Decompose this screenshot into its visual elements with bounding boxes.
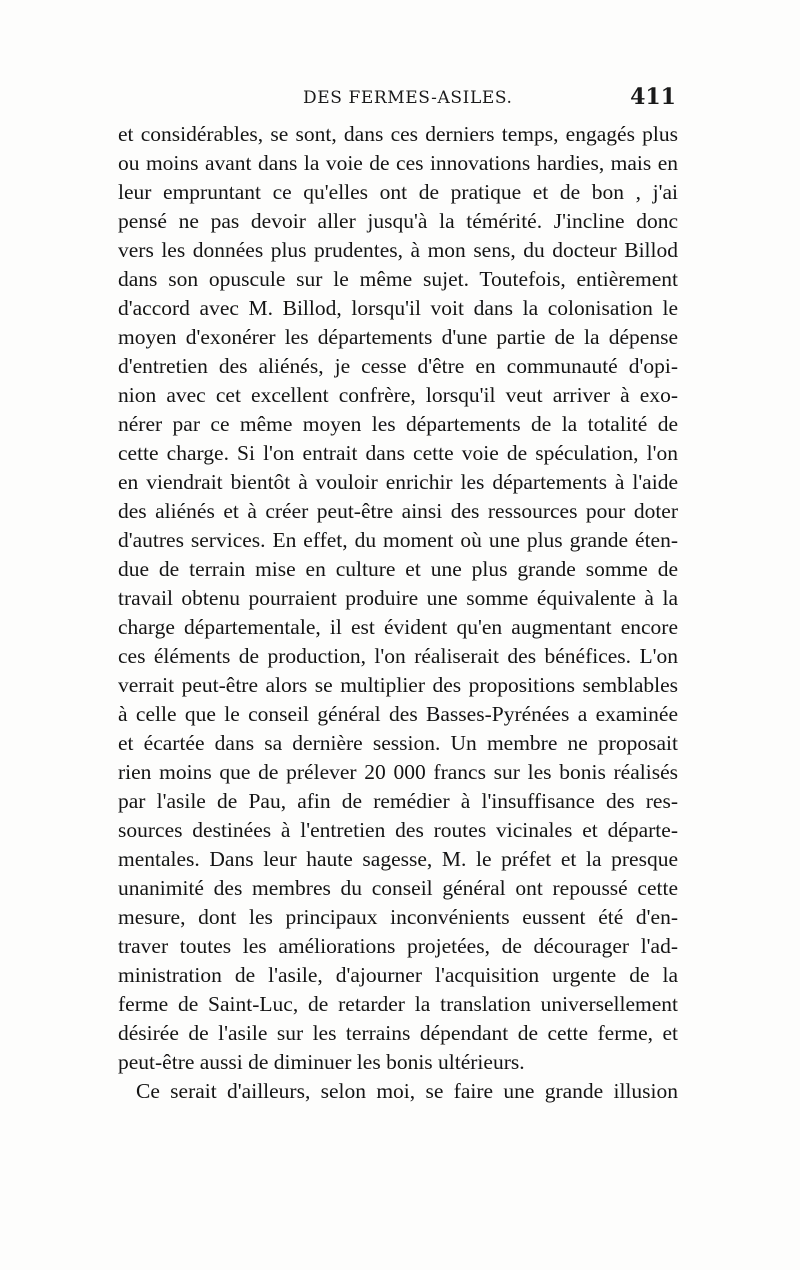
text-line: dans son opuscule sur le même sujet. Toutefois, entièrement (118, 267, 678, 291)
page-number: 411 (630, 84, 676, 110)
page-header (120, 84, 682, 112)
text-line: et écartée dans sa dernière session. Un membre ne proposait (118, 731, 678, 755)
text-line: ministration de l'asile, d'ajourner l'acquisition urgente de la (118, 963, 678, 987)
text-line: leur empruntant ce qu'elles ont de pratique et de bon , j'ai (118, 180, 678, 204)
text-line: charge départementale, il est évident qu'en augmentant encore (118, 615, 678, 639)
text-line: ces éléments de production, l'on réaliserait des bénéfices. L'on (118, 644, 678, 668)
running-title: DES FERMES-ASILES. (303, 88, 513, 108)
text-line: des aliénés et à créer peut-être ainsi des ressources pour doter (118, 499, 678, 523)
text-line: par l'asile de Pau, afin de remédier à l'insuffisance des res- (118, 789, 678, 813)
text-line: unanimité des membres du conseil général ont repoussé cette (118, 876, 678, 900)
text-line: traver toutes les améliorations projetées, de décourager l'ad- (118, 934, 678, 958)
text-line: d'entretien des aliénés, je cesse d'être en communauté d'opi- (118, 354, 678, 378)
text-line: ferme de Saint-Luc, de retarder la translation universellement (118, 992, 678, 1016)
text-line: à celle que le conseil général des Basses-Pyrénées a examinée (118, 702, 678, 726)
text-line: et considérables, se sont, dans ces derniers temps, engagés plus (118, 122, 678, 146)
text-line: d'accord avec M. Billod, lorsqu'il voit dans la colonisation le (118, 296, 678, 320)
text-line: nion avec cet excellent confrère, lorsqu'il veut arriver à exo- (118, 383, 678, 407)
body-text (118, 120, 678, 1106)
text-line: moyen d'exonérer les départements d'une partie de la dépense (118, 325, 678, 349)
paragraph-start-line: Ce serait d'ailleurs, selon moi, se faire une grande illusion (136, 1079, 678, 1103)
text-line: mentales. Dans leur haute sagesse, M. le préfet et la presque (118, 847, 678, 871)
text-line: verrait peut-être alors se multiplier des propositions semblables (118, 673, 678, 697)
text-line: mesure, dont les principaux inconvénients eussent été d'en- (118, 905, 678, 929)
text-line: cette charge. Si l'on entrait dans cette voie de spéculation, l'on (118, 441, 678, 465)
text-line: pensé ne pas devoir aller jusqu'à la témérité. J'incline donc (118, 209, 678, 233)
text-line: sources destinées à l'entretien des routes vicinales et départe- (118, 818, 678, 842)
text-line: nérer par ce même moyen les départements de la totalité de (118, 412, 678, 436)
text-line: travail obtenu pourraient produire une somme équivalente à la (118, 586, 678, 610)
text-line: désirée de l'asile sur les terrains dépendant de cette ferme, et (118, 1021, 678, 1045)
text-line: ou moins avant dans la voie de ces innovations hardies, mais en (118, 151, 678, 175)
text-line: rien moins que de prélever 20 000 francs sur les bonis réalisés (118, 760, 678, 784)
text-line: d'autres services. En effet, du moment où une plus grande éten- (118, 528, 678, 552)
text-line: due de terrain mise en culture et une plus grande somme de (118, 557, 678, 581)
text-line: vers les données plus prudentes, à mon sens, du docteur Billod (118, 238, 678, 262)
text-line: en viendrait bientôt à vouloir enrichir les départements à l'aide (118, 470, 678, 494)
paragraph-end-line: peut-être aussi de diminuer les bonis ultérieurs. (118, 1050, 525, 1074)
